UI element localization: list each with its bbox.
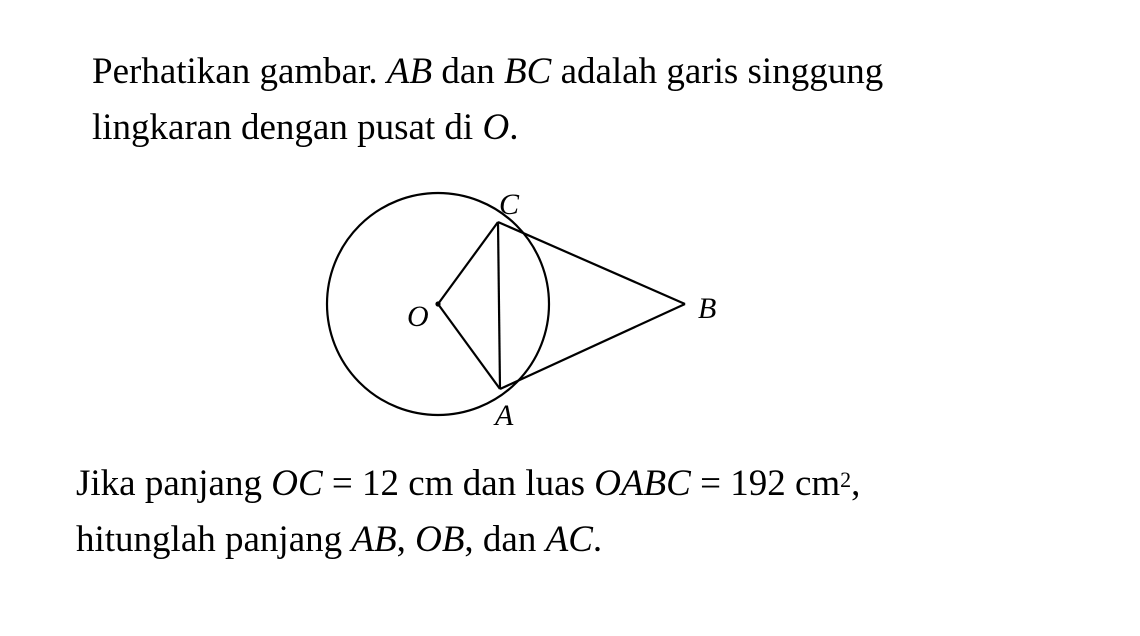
exponent: 2 [840, 467, 852, 492]
problem-question [76, 456, 860, 568]
segment-ac: AC [545, 519, 593, 560]
question-line-2 [76, 512, 860, 568]
problem-intro [92, 44, 883, 156]
segment-ab: AB [351, 519, 397, 560]
geometry-figure [300, 182, 760, 432]
intro-line-2 [92, 100, 883, 156]
segment-bc: BC [504, 51, 552, 92]
radius-oc [438, 222, 498, 304]
segment-oc: OC [271, 463, 323, 504]
question-text: hitunglah panjang [76, 519, 352, 560]
tangent-cb [498, 222, 685, 304]
question-text: Jika panjang [76, 463, 272, 504]
label-a: A [495, 399, 514, 432]
question-text: , dan [464, 519, 546, 560]
label-o: O [407, 300, 429, 333]
center-o: O [482, 107, 510, 148]
center-dot [435, 301, 440, 306]
intro-text: adalah garis singgung [551, 51, 884, 92]
intro-text: dan [432, 51, 505, 92]
segment-ab: AB [386, 51, 433, 92]
label-c: C [499, 188, 520, 221]
question-line-1 [76, 456, 860, 512]
intro-line-1 [92, 44, 883, 100]
segment-ob: OB [415, 519, 465, 560]
intro-text: . [509, 107, 519, 148]
question-text: = 12 cm dan luas [322, 463, 595, 504]
quadrilateral-oabc: OABC [594, 463, 691, 504]
tangent-ab [500, 304, 685, 389]
chord-ca [498, 222, 500, 389]
question-text: , [851, 463, 861, 504]
intro-text: Perhatikan gambar. [92, 51, 387, 92]
radius-oa [438, 304, 500, 389]
question-text: , [396, 519, 416, 560]
question-text: . [592, 519, 603, 560]
intro-text: lingkaran dengan pusat di [92, 107, 483, 148]
label-b: B [698, 292, 717, 325]
question-text: = 192 cm [690, 463, 841, 504]
